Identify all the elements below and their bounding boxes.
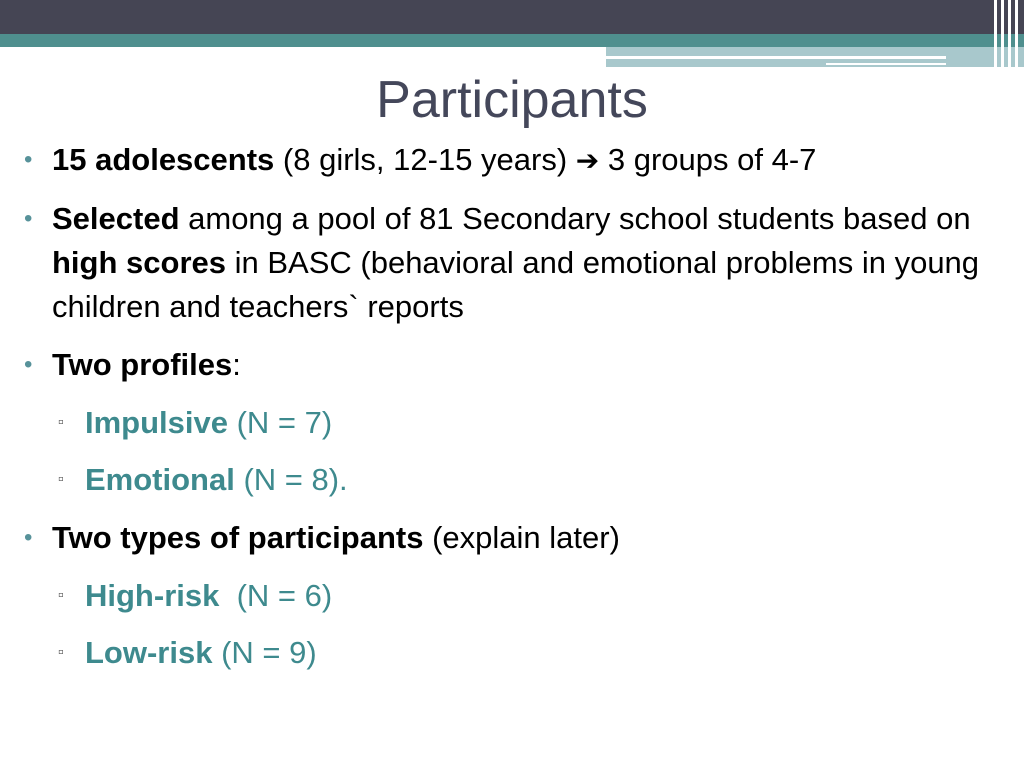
bullet-item [22, 197, 1022, 329]
sub-bullet-bold-text: Impulsive [85, 405, 228, 440]
sub-bullet-text: (N = 8). [234, 462, 348, 497]
sub-bullet-text: (N = 9) [212, 635, 317, 670]
header-accent-line [826, 63, 946, 65]
bullet-list [22, 138, 1022, 675]
bullet-bold-text: Two profiles [52, 347, 233, 382]
sub-bullet-bold-text: High-risk [85, 578, 220, 613]
bullet-text: : [232, 347, 241, 382]
bullet-item [22, 138, 1022, 183]
bullet-text: 3 groups of 4-7 [599, 142, 817, 177]
bullet-text: (explain later) [423, 520, 620, 555]
bullet-item [22, 343, 1022, 387]
sub-bullet-text: (N = 7) [228, 405, 333, 440]
header-vertical-stripe [994, 0, 997, 68]
bullet-bold-text: high scores [52, 245, 226, 280]
bullet-dot-icon: • [24, 351, 33, 378]
header-vertical-stripe [1001, 0, 1004, 68]
bullet-bold-text: Selected [52, 201, 180, 236]
header-dark-band [0, 0, 1024, 34]
sub-bullet-item [22, 631, 1022, 675]
header-accent-line [606, 56, 946, 59]
square-bullet-icon: ▫ [58, 471, 64, 488]
bullet-bold-text: 15 adolescents [52, 142, 275, 177]
square-bullet-icon: ▫ [58, 414, 64, 431]
bullet-item [22, 516, 1022, 560]
bullet-bold-text: Two types of participants [52, 520, 424, 555]
bullet-text: in BASC (behavioral and emotional problems in young children and teachers` reports [52, 245, 980, 324]
sub-bullet-bold-text: Low-risk [85, 635, 213, 670]
sub-bullet-item [22, 401, 1022, 445]
sub-bullet-item [22, 458, 1022, 502]
right-arrow-icon: ➔ [575, 145, 600, 176]
bullet-text: among a pool of 81 Secondary school students based on [179, 201, 971, 236]
bullet-dot-icon: • [24, 205, 33, 232]
sub-bullet-item [22, 574, 1022, 618]
square-bullet-icon: ▫ [58, 587, 64, 604]
header-teal-band [0, 34, 1024, 47]
bullet-text: (8 girls, 12-15 years) [274, 142, 576, 177]
header-vertical-stripe [1015, 0, 1018, 68]
sub-bullet-text: (N = 6) [219, 578, 333, 613]
sub-bullet-bold-text: Emotional [85, 462, 235, 497]
header-vertical-stripe [1008, 0, 1011, 68]
bullet-dot-icon: • [24, 146, 33, 173]
bullet-dot-icon: • [24, 524, 33, 551]
slide-title: Participants [376, 71, 648, 129]
square-bullet-icon: ▫ [58, 644, 64, 661]
